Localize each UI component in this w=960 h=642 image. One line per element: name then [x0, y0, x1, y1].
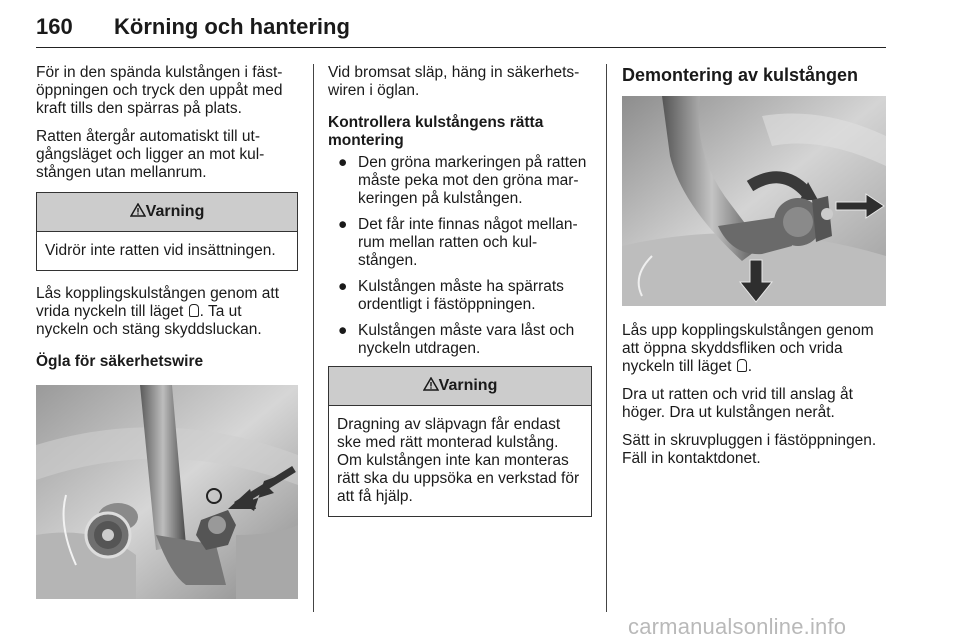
- key-lock-icon: [189, 304, 199, 317]
- column-1: [36, 64, 298, 615]
- list-item-text: Kulstången måste ha spärrats ordentligt i fästöppningen.: [358, 278, 564, 313]
- bullet-list: [328, 154, 592, 358]
- list-item-text: Kulstången måste vara låst och nyckeln utdragen.: [358, 322, 575, 357]
- warning-triangle-icon: [423, 377, 439, 391]
- text-run: .: [747, 358, 753, 375]
- removal-photo: [622, 96, 886, 306]
- bullet-icon: ●: [338, 216, 348, 233]
- column-3: [622, 64, 888, 478]
- warning-text: Vidrör inte ratten vid insättningen.: [45, 242, 276, 259]
- paragraph: [622, 322, 888, 376]
- page-number: 160: [36, 14, 73, 39]
- text-run: . Ta ut nyckeln och stäng skyddsluckan.: [36, 303, 262, 338]
- list-item-text: Det får inte finnas något mellan-rum mellan ratten och kul-stången.: [358, 216, 578, 269]
- paragraph: För in den spända kulstången i fäst-öppningen och tryck den uppåt med kraft tills den spärras på plats.: [36, 64, 283, 117]
- running-title: Körning och hantering: [114, 14, 350, 39]
- paragraph: [36, 285, 298, 339]
- warning-header: [37, 193, 297, 232]
- key-unlock-icon: [737, 359, 747, 372]
- list-item: [328, 216, 592, 270]
- warning-box: [328, 366, 592, 517]
- section-heading: Ögla för säkerhetswire: [36, 353, 204, 370]
- paragraph: Sätt in skruvpluggen i fästöppningen. Fäll in kontaktdonet.: [622, 432, 877, 467]
- header-rule: [36, 47, 886, 48]
- list-item-text: Den gröna markeringen på ratten måste peka mot den gröna mar-keringen på kulstången.: [358, 154, 587, 207]
- warning-text: Dragning av släpvagn får endast ske med rätt monterad kulstång. Om kulstången inte kan monteras rätt ska du uppsöka en verkstad för att få hjälp.: [337, 416, 580, 505]
- warning-triangle-icon: [130, 203, 146, 217]
- list-item: [328, 154, 592, 208]
- column-divider: [606, 64, 607, 612]
- paragraph: Dra ut ratten och vrid till anslag åt höger. Dra ut kulstången neråt.: [622, 386, 853, 421]
- bullet-icon: ●: [338, 154, 348, 171]
- warning-box: [36, 192, 298, 271]
- column-divider: [313, 64, 314, 612]
- bullet-icon: ●: [338, 278, 348, 295]
- warning-title: Varning: [438, 377, 498, 394]
- text-run: Lås kopplingskulstången genom att vrida nyckeln till läget: [36, 285, 279, 320]
- text-run: Lås upp kopplingskulstången genom att öppna skyddsfliken och vrida nyckeln till läget: [622, 322, 874, 375]
- warning-header: [329, 367, 591, 406]
- safety-eye-photo: [36, 385, 298, 599]
- section-heading: Kontrollera kulstångens rätta montering: [328, 114, 544, 149]
- section-heading: Demontering av kulstången: [622, 65, 859, 85]
- warning-title: Varning: [145, 203, 205, 220]
- watermark: carmanualsonline.info: [628, 614, 847, 639]
- list-item: [328, 322, 592, 358]
- list-item: [328, 278, 592, 314]
- paragraph: Vid bromsat släp, häng in säkerhets-wiren i öglan.: [328, 64, 580, 99]
- paragraph: Ratten återgår automatiskt till ut-gångsläget och ligger an mot kul-stången utan mellanrum.: [36, 128, 265, 181]
- column-2: [328, 64, 592, 531]
- bullet-icon: ●: [338, 322, 348, 339]
